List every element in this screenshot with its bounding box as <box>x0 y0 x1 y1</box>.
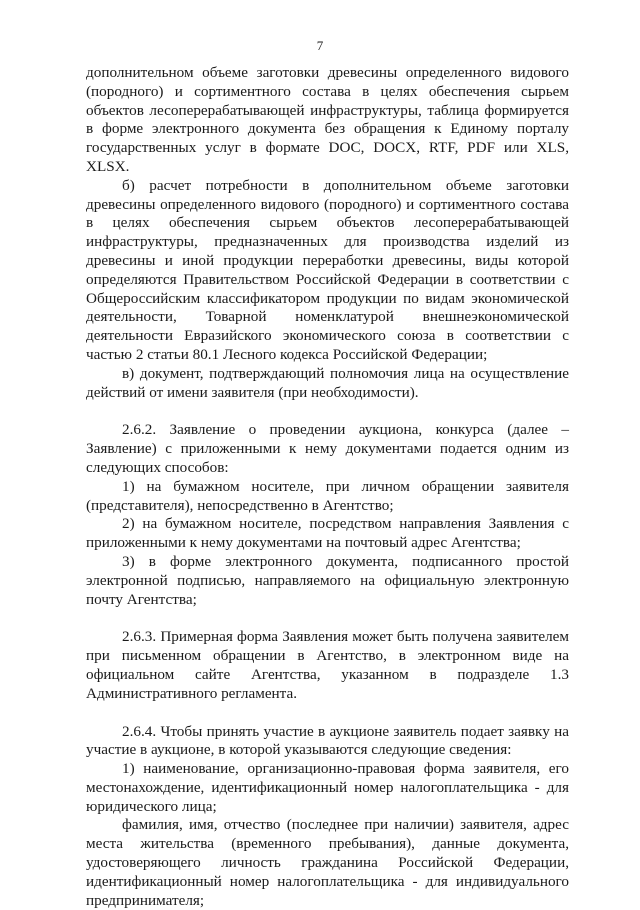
page-number: 7 <box>316 38 324 53</box>
paragraph-method-2: 2) на бумажном носителе, посредством направления Заявления с приложенными к нему документами на почтовый адрес Агентства; <box>86 515 569 552</box>
document-body <box>86 64 569 910</box>
paragraph-info-individual: фамилия, имя, отчество (последнее при наличии) заявителя, адрес места жительства (временного пребывания), данные документа, удостоверяющего личность гражданина Российской Федерации, идентификационный номер налогоплательщика - для индивидуального предпринимателя; <box>86 816 569 909</box>
paragraph-item-v: в) документ, подтверждающий полномочия лица на осуществление действий от имени заявителя (при необходимости). <box>86 364 569 401</box>
paragraph-2-6-4: 2.6.4. Чтобы принять участие в аукционе заявитель подает заявку на участие в аукционе, в которой указываются следующие сведения: <box>86 722 569 759</box>
paragraph-method-1: 1) на бумажном носителе, при личном обращении заявителя (представителя), непосредственно в Агентство; <box>86 477 569 514</box>
paragraph-gap <box>86 704 569 723</box>
paragraph-info-1: 1) наименование, организационно-правовая форма заявителя, его местонахождение, идентификационный номер налогоплательщика - для юридического лица; <box>86 760 569 815</box>
paragraph-continuation: дополнительном объеме заготовки древесины определенного видового (породного) и сортиментного состава в целях обеспечения сырьем объектов лесоперерабатывающей инфраструктуры, таблица формируется в форме электронного документа без обращения к Единому порталу государственных услуг в формате DOC, DOCX, RTF, PDF или XLS, XLSX. <box>86 64 569 175</box>
paragraph-gap <box>86 609 569 628</box>
paragraph-method-3: 3) в форме электронного документа, подписанного простой электронной подписью, направляемого на официальную электронную почту Агентства; <box>86 552 569 608</box>
paragraph-item-b: б) расчет потребности в дополнительном объеме заготовки древесины определенного видового (породного) и сортиментного состава в целях обеспечения сырьем объектов лесоперерабатывающей инфраструктуры, предназначенных для производства изделий из древесины и иной продукции переработки древесины, виды которой определяются Правительством Российской Федерации в соответствии с Общероссийским классификатором продукции по видам экономической деятельности, Товарной номенклатурой внешнеэкономической деятельности Евразийского экономического союза в соответствии с частью 2 статьи 80.1 Лесного кодекса Российской Федерации; <box>86 176 569 363</box>
paragraph-2-6-3: 2.6.3. Примерная форма Заявления может быть получена заявителем при письменном обращении в Агентство, в электронном виде на официальном сайте Агентства, указанном в подразделе 1.3 Административного регламента. <box>86 628 569 702</box>
paragraph-2-6-2: 2.6.2. Заявление о проведении аукциона, конкурса (далее – Заявление) с приложенными к нему документами подается одним из следующих способов: <box>86 421 569 476</box>
paragraph-gap <box>86 402 569 421</box>
